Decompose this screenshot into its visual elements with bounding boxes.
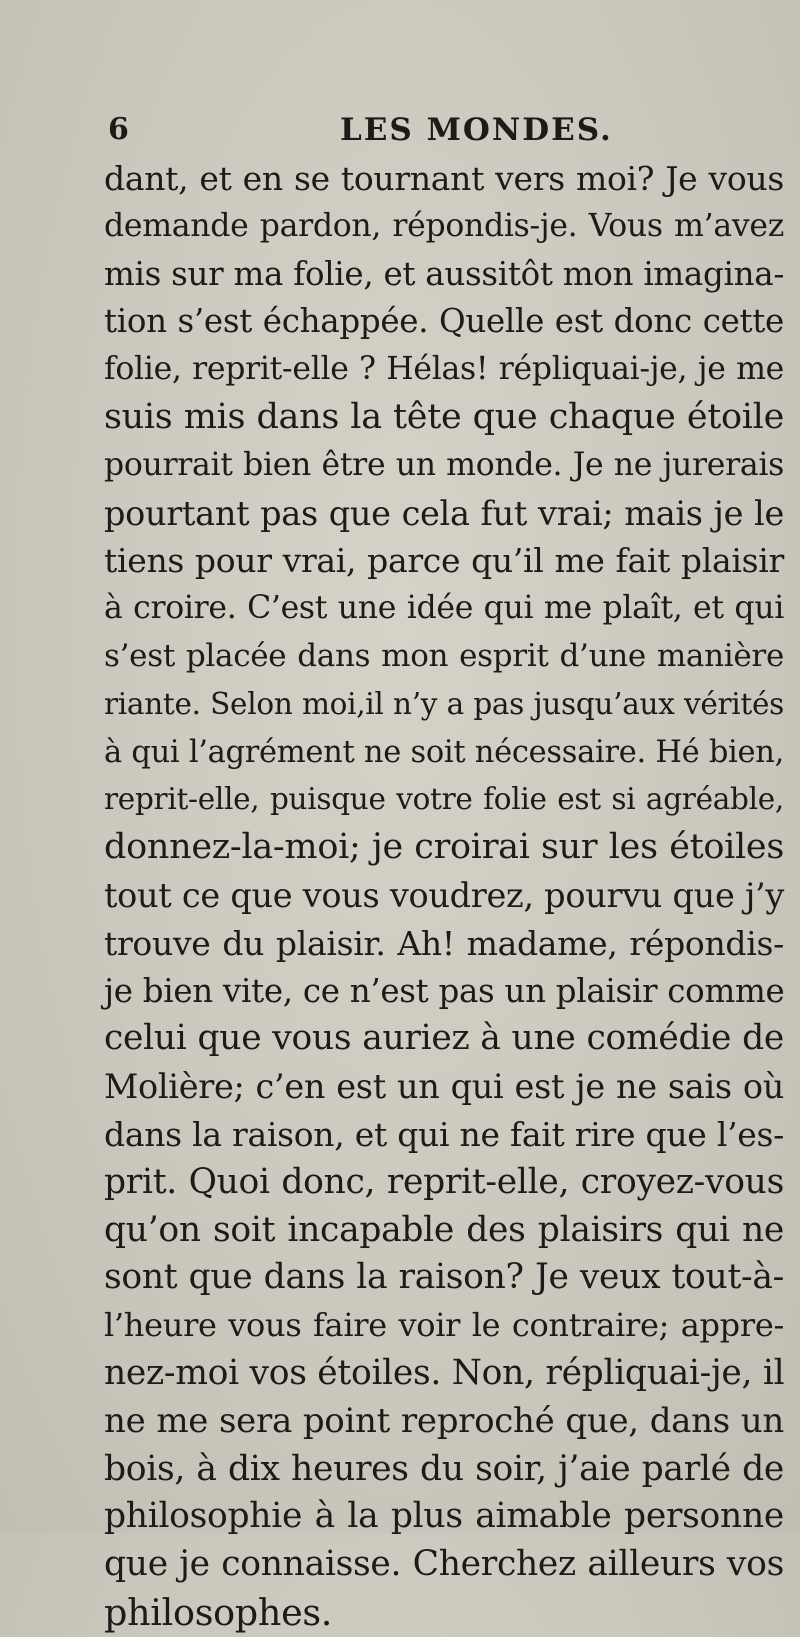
text-line: pourtant pas que cela fut vrai; mais je le [104,493,784,533]
text-line: tiens pour vrai, parce qu’il me fait plaisir [104,541,784,581]
text-line: à croire. C’est une idée qui me plaît, et qui [104,590,784,627]
page-number: 6 [108,112,130,147]
text-line: celui que vous auriez à une comédie de [104,1018,784,1059]
text-line: prit. Quoi donc, reprit-elle, croyez-vous [104,1161,784,1202]
text-line: philosophie à la plus aimable personne [104,1496,784,1537]
text-line: dans la raison, et qui ne fait rire que l’es- [104,1114,784,1154]
text-line: je bien vite, ce n’est pas un plaisir comme [104,971,785,1010]
text-line: reprit-elle, puisque votre folie est si agréable, [104,782,784,817]
text-line: suis mis dans la tête que chaque étoile [104,396,784,437]
text-line: donnez-la-moi; je croirai sur les étoiles [104,827,784,868]
text-line: que je connaisse. Cherchez ailleurs vos [104,1544,784,1585]
text-line: bois, à dix heures du soir, j’aie parlé de [104,1448,784,1489]
text-line: sont que dans la raison? Je veux tout-à- [104,1257,784,1298]
text-line: tion s’est échappée. Quelle est donc cette [104,302,784,341]
text-line: tout ce que vous voudrez, pourvu que j’y [104,875,784,915]
text-line: trouve du plaisir. Ah! madame, répondis- [104,923,784,963]
text-line: pourrait bien être un monde. Je ne jurerais [104,446,784,483]
text-line: Molière; c’en est un qui est je ne sais où [104,1067,784,1107]
text-line: mis sur ma folie, et aussitôt mon imagina- [104,254,784,293]
page-header [108,112,668,152]
text-line: folie, reprit-elle ? Hélas! répliquai-je, je me [104,351,784,388]
text-line: philosophes. [104,1590,333,1634]
text-line: l’heure vous faire voir le contraire; appre- [104,1306,784,1345]
running-title: LES MONDES. [340,112,613,148]
text-line: dant, et en se tournant vers moi? Je vous [104,159,784,198]
text-line: riante. Selon moi,il n’y a pas jusqu’aux vérités [104,686,784,721]
text-line: nez-moi vos étoiles. Non, répliquai-je, il [104,1352,785,1393]
text-line: s’est placée dans mon esprit d’une manière [104,637,784,674]
body-text [104,155,784,1637]
text-line: qu’on soit incapable des plaisirs qui ne [104,1209,784,1250]
text-line: demande pardon, répondis-je. Vous m’avez [104,207,784,244]
text-line: ne me sera point reproché que, dans un [104,1400,784,1441]
text-line: à qui l’agrément ne soit nécessaire. Hé bien, [104,734,784,770]
